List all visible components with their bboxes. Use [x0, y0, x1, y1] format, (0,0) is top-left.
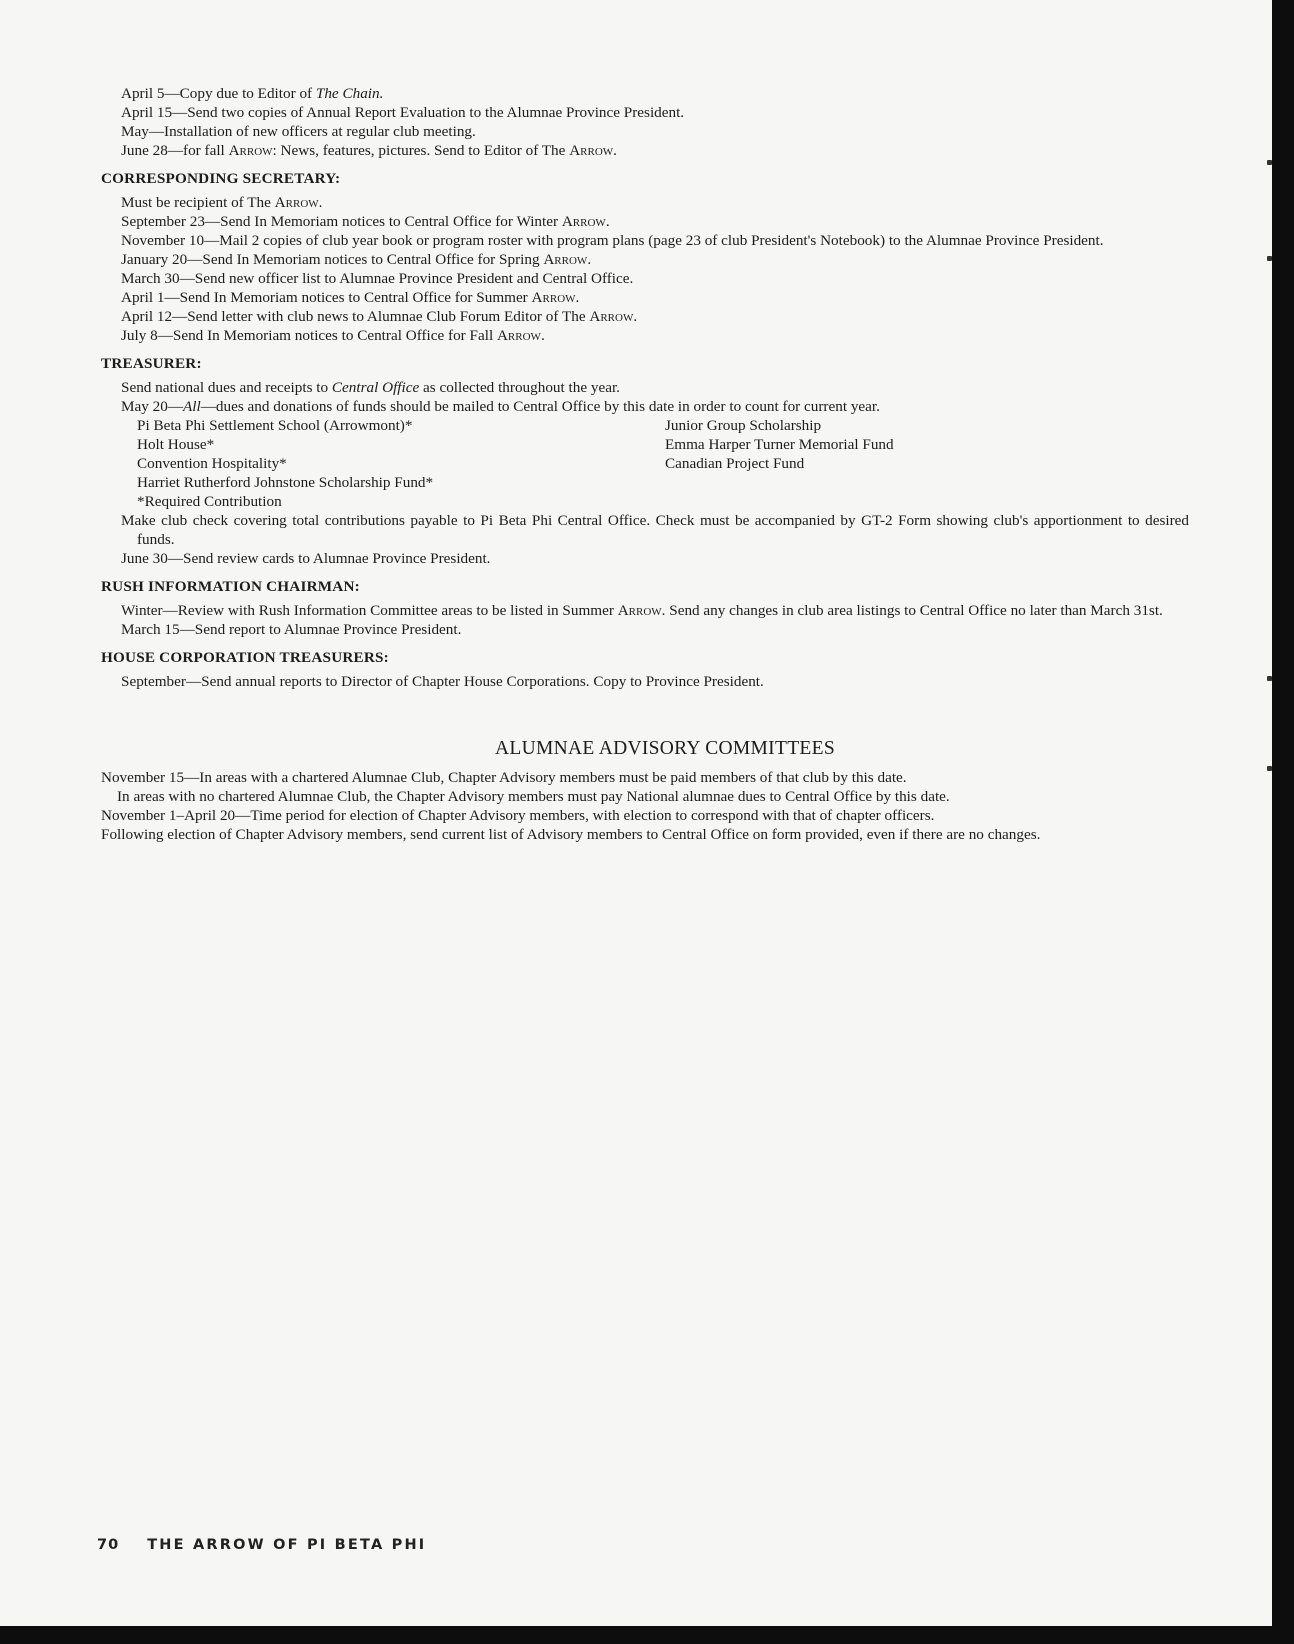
text-line: April 5—Copy due to Editor of The Chain. — [121, 85, 384, 102]
text-line: May—Installation of new officers at regular club meeting. — [121, 123, 476, 140]
text-line: September—Send annual reports to Director of Chapter House Corporations. Copy to Province President. — [121, 673, 764, 690]
text-line: September 23—Send In Memoriam notices to Central Office for Winter Arrow. — [121, 213, 610, 230]
fund-list — [101, 416, 1189, 511]
scan-gutter — [1272, 0, 1294, 1644]
text-line: Send national dues and receipts to Central Office as collected throughout the year. — [121, 379, 620, 396]
text-line: November 1–April 20—Time period for election of Chapter Advisory members, with election to correspond with that of chapter officers. — [101, 807, 935, 824]
text-paragraph: Make club check covering total contributions payable to Pi Beta Phi Central Office. Check must be accompanied by GT-2 Form showing club's apportionment to desired funds. — [121, 512, 1189, 548]
text-line: April 12—Send letter with club news to Alumnae Club Forum Editor of The Arrow. — [121, 308, 638, 325]
text-line: March 30—Send new officer list to Alumnae Province President and Central Office. — [121, 270, 634, 287]
text-line: March 15—Send report to Alumnae Province President. — [121, 621, 462, 638]
section-heading-house-corporation: HOUSE CORPORATION TREASURERS: — [101, 649, 389, 666]
text-line: In areas with no chartered Alumnae Club, the Chapter Advisory members must pay National alumnae dues to Central Office by this date. — [117, 788, 950, 805]
page-content — [101, 84, 1189, 844]
text-line: June 28—for fall Arrow: News, features, pictures. Send to Editor of The Arrow. — [121, 142, 617, 159]
text-paragraph: November 10—Mail 2 copies of club year book or program roster with program plans (page 23 of club President's Notebook) to the Alumnae Province President. — [121, 232, 1104, 249]
section-heading-treasurer: TREASURER: — [101, 355, 202, 372]
text-line: June 30—Send review cards to Alumnae Province President. — [121, 550, 491, 567]
text-line: April 1—Send In Memoriam notices to Central Office for Summer Arrow. — [121, 289, 580, 306]
text-line: April 15—Send two copies of Annual Report Evaluation to the Alumnae Province President. — [121, 104, 685, 121]
text-paragraph: Following election of Chapter Advisory members, send current list of Advisory members to Central Office on form provided, even if there are no changes. — [101, 826, 1041, 843]
fund-item: Junior Group Scholarship — [665, 417, 822, 434]
text-line: January 20—Send In Memoriam notices to Central Office for Spring Arrow. — [121, 251, 592, 268]
fund-item: Pi Beta Phi Settlement School (Arrowmont)* — [137, 417, 413, 434]
fund-item: Holt House* — [137, 436, 215, 453]
section-heading-rush-information: RUSH INFORMATION CHAIRMAN: — [101, 578, 360, 595]
publication-name: THE ARROW OF PI BETA PHI — [147, 1537, 427, 1553]
scan-bottom-edge — [0, 1626, 1294, 1644]
required-note: *Required Contribution — [137, 493, 282, 510]
fund-item: Canadian Project Fund — [665, 455, 805, 472]
page-footer — [97, 1537, 426, 1553]
text-line: November 15—In areas with a chartered Alumnae Club, Chapter Advisory members must be paid members of that club by this date. — [101, 769, 907, 786]
page-number: 70 — [97, 1537, 120, 1553]
fund-item: Emma Harper Turner Memorial Fund — [665, 436, 894, 453]
text-line: May 20—All—dues and donations of funds should be mailed to Central Office by this date in order to count for current year. — [121, 398, 880, 415]
text-line: Must be recipient of The Arrow. — [121, 194, 323, 211]
fund-list-left — [137, 416, 665, 511]
text-line: July 8—Send In Memoriam notices to Central Office for Fall Arrow. — [121, 327, 545, 344]
section-heading-corresponding-secretary: CORRESPONDING SECRETARY: — [101, 170, 341, 187]
fund-list-right — [665, 416, 1185, 511]
fund-item: Harriet Rutherford Johnstone Scholarship Fund* — [137, 474, 434, 491]
fund-item: Convention Hospitality* — [137, 455, 287, 472]
section-title-alumnae-advisory: ALUMNAE ADVISORY COMMITTEES — [495, 738, 835, 759]
text-paragraph: Winter—Review with Rush Information Committee areas to be listed in Summer Arrow. Send any changes in club area listings to Central Office no later than March 31st. — [121, 602, 1163, 619]
